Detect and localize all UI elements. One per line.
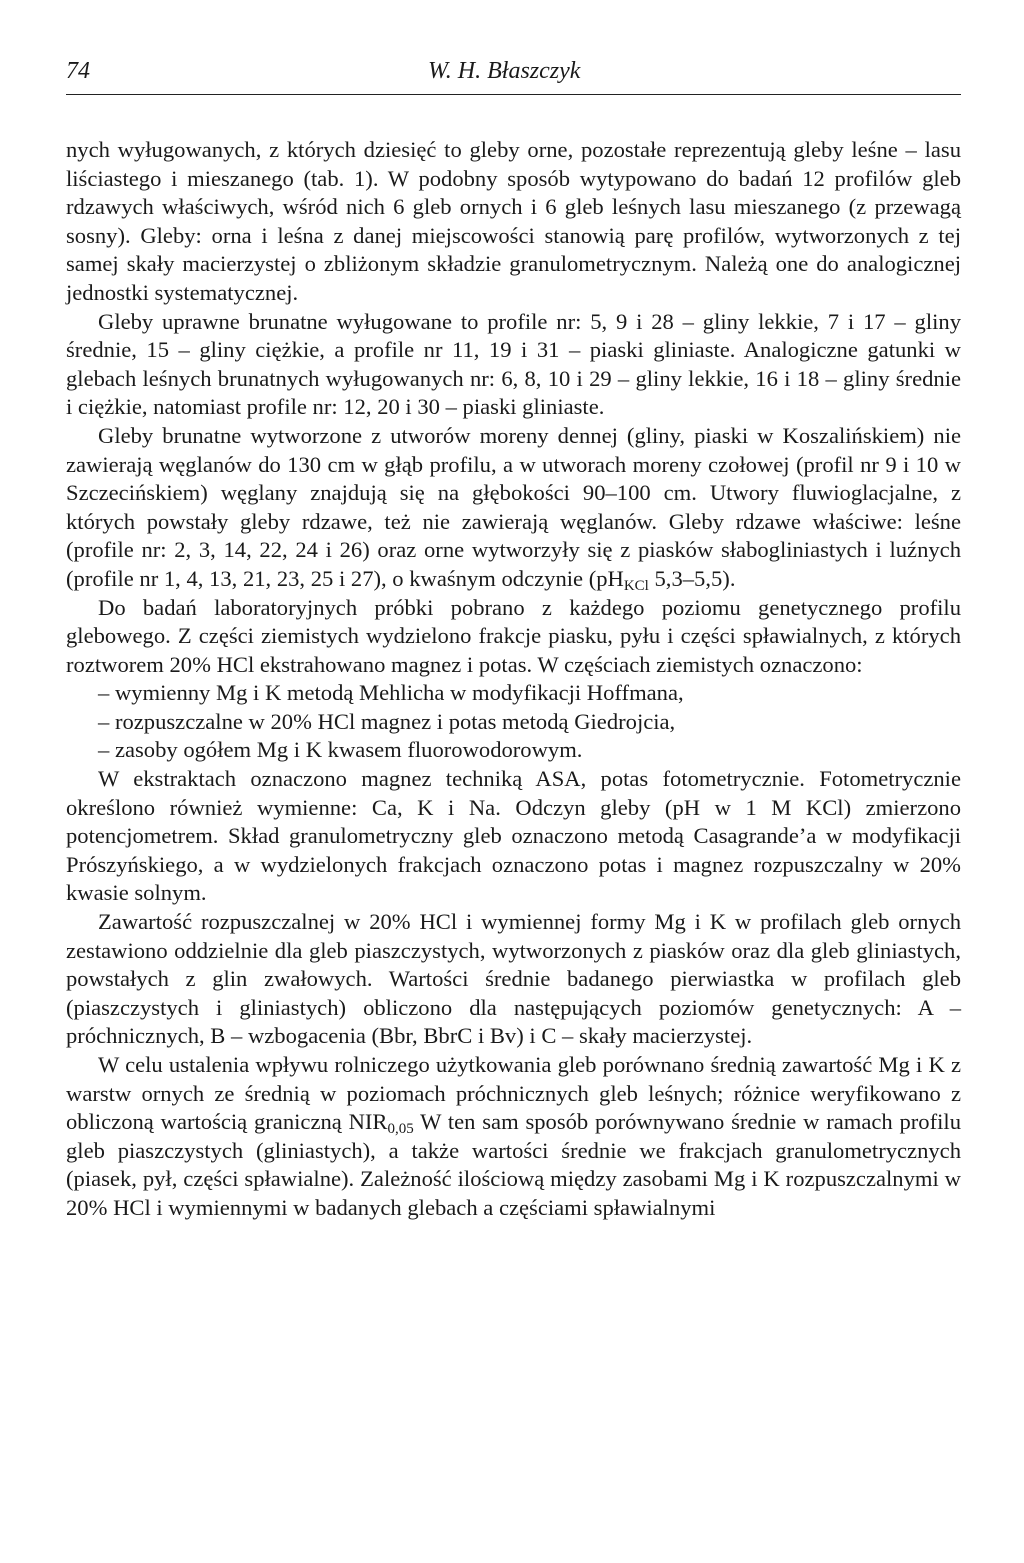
text-run: nych wyługowanych, z których dziesięć to gleby orne, pozostałe reprezentują gleby leśne – lasu liściastego i mieszanego (tab. 1). W podobny sposób wytypowano do badań 12 profilów gleb rdzawych właściwych, wśród nich 6 gleb ornych i 6 gleb leśnych lasu mieszanego (z przewagą sosny). Gleby: orna i leśna z danej miejscowości stanowią parę profilów, wytworzonych z tej samej skały macierzystej o zbliżonym składzie granulometrycznym. Należą one do analogicznej jednostki systematycznej. [66, 137, 961, 305]
subscript: 0,05 [387, 1121, 414, 1138]
list-item: – zasoby ogółem Mg i K kwasem fluorowodorowym. [98, 737, 583, 763]
paragraph [66, 908, 961, 1051]
subscript: KCl [623, 577, 649, 594]
text-run: 5,3–5,5). [648, 565, 736, 591]
text-run: W ekstraktach oznaczono magnez techniką ASA, potas fotometrycznie. Fotometrycznie określono również wymienne: Ca, K i Na. Odczyn gleby (pH w 1 M KCl) zmierzono potencjometrem. Skład granulometryczny gleb oznaczono metodą Casagrande’a w modyfikacji Prószyńskiego, a w wydzielonych frakcjach oznaczono potas i magnez rozpuszczalny w 20% kwasie solnym. [66, 766, 961, 906]
page-number: 74 [66, 58, 90, 84]
text-run: W ten sam sposób porównywano średnie w ramach profilu gleb piaszczystych (gliniastych), a także wartości średnie we frakcjach granulometrycznych (piasek, pył, części spławialne). Zależność ilościową między zasobami Mg i K rozpuszczalnymi w 20% HCl i wymiennymi w badanych glebach a częściami spławialnymi [66, 1109, 961, 1220]
paragraph [66, 422, 961, 594]
document-page [66, 58, 961, 1223]
text-run: Do badań laboratoryjnych próbki pobrano z każdego poziomu genetycznego profilu glebowego. Z części ziemistych wydzielono frakcje piasku, pyłu i części spławialnych, z których roztworem 20% HCl ekstrahowano magnez i potas. W częściach ziemistych oznaczono: [66, 594, 961, 677]
list-item: – rozpuszczalne w 20% HCl magnez i potas metodą Giedrojcia, [98, 708, 676, 734]
paragraph [66, 308, 961, 422]
page-header [66, 58, 961, 95]
list-item: – wymienny Mg i K metodą Mehlicha w modyfikacji Hoffmana, [98, 680, 684, 706]
text-run: Zawartość rozpuszczalnej w 20% HCl i wymiennej formy Mg i K w profilach gleb ornych zestawiono oddzielnie dla gleb piaszczystych, wytworzonych z piasków oraz dla gleb gliniastych, powstałych z glin zwałowych. Wartości średnie badanego pierwiastka w profilach gleb (piaszczystych i gliniastych) obliczono dla następujących poziomów genetycznych: A – próchnicznych, B – wzbogacenia (Bbr, BbrC i Bv) i C – skały macierzystej. [66, 909, 961, 1049]
body-text [66, 136, 961, 1223]
paragraph [66, 765, 961, 908]
text-run: Gleby brunatne wytworzone z utworów moreny dennej (gliny, piaski w Koszalińskiem) nie zawierają węglanów do 130 cm w głąb profilu, a w utworach moreny czołowej (profil nr 9 i 10 w Szczecińskiem) węglany znajdują się na głębokości 90–100 cm. Utwory fluwioglacjalne, z których powstały gleby rdzawe, też nie zawierają węglanów. Gleby rdzawe właściwe: leśne (profile nr: 2, 3, 14, 22, 24 i 26) oraz orne wytworzyły się z piasków słabogliniastych i luźnych (profile nr 1, 4, 13, 21, 23, 25 i 27), o kwaśnym odczynie (pH [66, 422, 961, 591]
methods-list [66, 679, 961, 765]
text-run: Gleby uprawne brunatne wyługowane to profile nr: 5, 9 i 28 – gliny lekkie, 7 i 17 – gliny średnie, 15 – gliny ciężkie, a profile nr 11, 19 i 31 – piaski gliniaste. Analogiczne gatunki w glebach leśnych brunatnych wyługowanych nr: 6, 8, 10 i 29 – gliny lekkie, 16 i 18 – gliny średnie i ciężkie, natomiast profile nr: 12, 20 i 30 – piaski gliniaste. [66, 308, 961, 420]
paragraph [66, 594, 961, 680]
text-run: W celu ustalenia wpływu rolniczego użytkowania gleb porównano średnią zawartość Mg i K z warstw ornych ze średnią w poziomach próchnicznych gleb leśnych; różnice weryfikowano z obliczoną wartością graniczną NIR [66, 1052, 961, 1135]
running-title: W. H. Błaszczyk [428, 58, 581, 84]
paragraph [66, 136, 961, 308]
paragraph [66, 1051, 961, 1223]
